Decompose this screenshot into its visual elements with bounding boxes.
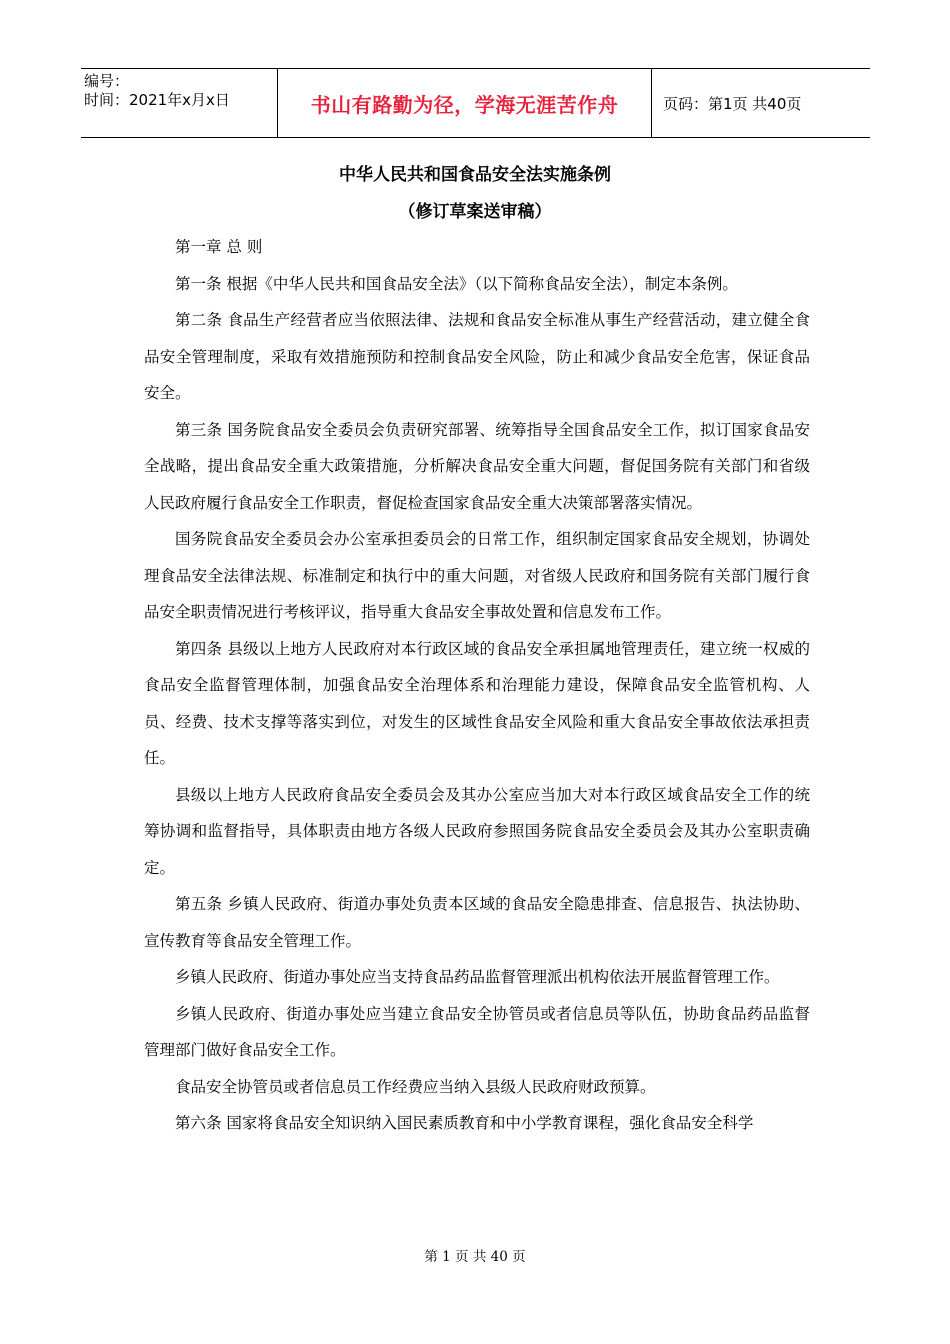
- document-header: [81, 68, 870, 138]
- article-paragraph: 乡镇人民政府、街道办事处应当支持食品药品监督管理派出机构依法开展监督管理工作。: [175, 968, 780, 986]
- article-paragraph: 第二条 食品生产经营者应当依照法律、法规和食品安全标准从事生产经营活动，建立健全食品安全管理制度，采取有效措施预防和控制食品安全风险，防止和减少食品安全危害，保证食品安全。: [144, 311, 810, 402]
- header-page-info: 页码：第1页 共40页: [663, 94, 802, 113]
- article-paragraph: 县级以上地方人民政府食品安全委员会及其办公室应当加大对本行政区域食品安全工作的统筹协调和监督指导，具体职责由地方各级人民政府参照国务院食品安全委员会及其办公室职责确定。: [144, 785, 810, 877]
- document-subtitle: （修订草案送审稿）: [398, 202, 552, 222]
- document-body: [144, 229, 810, 1142]
- header-meta-cell: [81, 69, 278, 137]
- article-paragraph: 第三条 国务院食品安全委员会负责研究部署、统筹指导全国食品安全工作，拟订国家食品安全战略，提出食品安全重大政策措施，分析解决食品安全重大问题，督促国务院有关部门和省级人民政府履行食品安全工作职责，督促检查国家食品安全重大决策部署落实情况。: [144, 420, 810, 512]
- document-time-label: 时间：2021年x月x日: [84, 91, 230, 109]
- document-title: 中华人民共和国食品安全法实施条例: [339, 165, 611, 185]
- article-paragraph: 第五条 乡镇人民政府、街道办事处负责本区域的食品安全隐患排查、信息报告、执法协助、宣传教育等食品安全管理工作。: [144, 895, 810, 950]
- header-motto: 书山有路勤为径，学海无涯苦作舟: [278, 69, 652, 137]
- document-number-label: 编号：: [84, 72, 130, 90]
- article-paragraph: 食品安全协管员或者信息员工作经费应当纳入县级人民政府财政预算。: [175, 1077, 656, 1096]
- page-footer: 第 1 页 共 40 页: [424, 1249, 526, 1265]
- article-paragraph: 第一条 根据《中华人民共和国食品安全法》（以下简称食品安全法），制定本条例。: [175, 274, 738, 293]
- article-paragraph: 国务院食品安全委员会办公室承担委员会的日常工作，组织制定国家食品安全规划，协调处理食品安全法律法规、标准制定和执行中的重大问题，对省级人民政府和国务院有关部门履行食品安全职责情况进行考核评议，指导重大食品安全事故处置和信息发布工作。: [144, 530, 810, 621]
- article-paragraph: 乡镇人民政府、街道办事处应当建立食品安全协管员或者信息员等队伍，协助食品药品监督管理部门做好食品安全工作。: [144, 1004, 810, 1059]
- chapter-heading: 第一章 总 则: [175, 238, 263, 256]
- article-paragraph: 第六条 国家将食品安全知识纳入国民素质教育和中小学教育课程，强化食品安全科学: [175, 1114, 754, 1132]
- article-paragraph: 第四条 县级以上地方人民政府对本行政区域的食品安全承担属地管理责任，建立统一权威的食品安全监督管理体制，加强食品安全治理体系和治理能力建设，保障食品安全监管机构、人员、经费、技术支撑等落实到位，对发生的区域性食品安全风险和重大食品安全事故依法承担责任。: [144, 639, 810, 767]
